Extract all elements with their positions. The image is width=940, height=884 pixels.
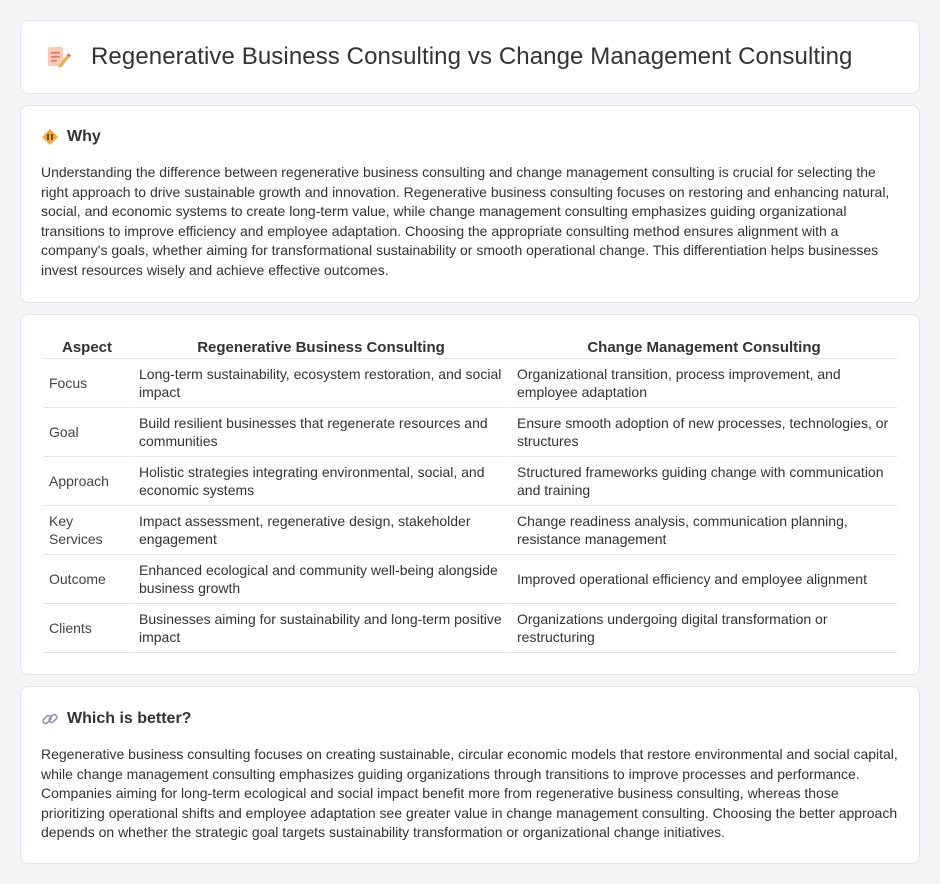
row-change-management: Change readiness analysis, communication planning, resistance management xyxy=(509,506,897,555)
row-change-management: Organizational transition, process improvement, and employee adaptation xyxy=(509,359,897,408)
row-aspect: Approach xyxy=(43,457,131,506)
row-change-management: Structured frameworks guiding change with communication and training xyxy=(509,457,897,506)
header-aspect: Aspect xyxy=(43,333,131,359)
row-regenerative: Businesses aiming for sustainability and long-term positive impact xyxy=(131,604,509,653)
row-aspect: Clients xyxy=(43,604,131,653)
link-icon xyxy=(41,710,59,728)
comparison-section xyxy=(20,314,920,675)
row-aspect: Goal xyxy=(43,408,131,457)
row-regenerative: Enhanced ecological and community well-being alongside business growth xyxy=(131,555,509,604)
why-text: Understanding the difference between regenerative business consulting and change management consulting is crucial for selecting the right approach to drive sustainable growth and innovation. Regenerative business consulting focuses on restoring and enhancing natural, social, and economic systems to create long-term value, while change management consulting emphasizes guiding organizational transitions to improve efficiency and employee adaptation. Choosing the appropriate consulting method ensures alignment with a company's goals, whether aiming for transformational sustainability or smooth operational change. This differentiation helps businesses invest resources wisely and achieve effective outcomes. xyxy=(41,164,890,278)
better-heading-row xyxy=(41,710,899,728)
row-aspect: Outcome xyxy=(43,555,131,604)
table-row xyxy=(43,359,897,408)
row-aspect: Focus xyxy=(43,359,131,408)
table-row xyxy=(43,604,897,653)
row-regenerative: Build resilient businesses that regenerate resources and communities xyxy=(131,408,509,457)
diamond-warning-icon xyxy=(41,128,59,146)
page-title: Regenerative Business Consulting vs Change Management Consulting xyxy=(91,43,853,70)
table-row xyxy=(43,555,897,604)
why-heading: Why xyxy=(67,128,101,145)
header-regenerative: Regenerative Business Consulting xyxy=(131,333,509,359)
table-header-row xyxy=(43,333,897,359)
row-regenerative: Impact assessment, regenerative design, stakeholder engagement xyxy=(131,506,509,555)
title-card xyxy=(20,20,920,94)
which-better-section xyxy=(20,686,920,864)
comparison-table xyxy=(43,333,897,653)
header-change-management: Change Management Consulting xyxy=(509,333,897,359)
row-regenerative: Holistic strategies integrating environmental, social, and economic systems xyxy=(131,457,509,506)
row-regenerative: Long-term sustainability, ecosystem restoration, and social impact xyxy=(131,359,509,408)
better-text: Regenerative business consulting focuses on creating sustainable, circular economic models that restore environmental and social capital, while change management consulting emphasizes guiding organizations through transitions to improve processes and performance. Companies aiming for long-term ecological and social impact benefit more from regenerative business consulting, whereas those prioritizing operational shifts and employee adaptation see greater value in change management consulting. Choosing the better approach depends on whether the strategic goal targets sustainability transformation or organizational change initiatives. xyxy=(41,746,898,841)
row-change-management: Improved operational efficiency and employee alignment xyxy=(509,555,897,604)
table-row xyxy=(43,408,897,457)
table-row xyxy=(43,457,897,506)
row-aspect: Key Services xyxy=(43,506,131,555)
row-change-management: Ensure smooth adoption of new processes, technologies, or structures xyxy=(509,408,897,457)
better-heading: Which is better? xyxy=(67,710,192,727)
document-pencil-icon xyxy=(45,44,71,70)
row-change-management: Organizations undergoing digital transformation or restructuring xyxy=(509,604,897,653)
table-row xyxy=(43,506,897,555)
why-heading-row xyxy=(41,128,899,146)
why-section xyxy=(20,105,920,303)
